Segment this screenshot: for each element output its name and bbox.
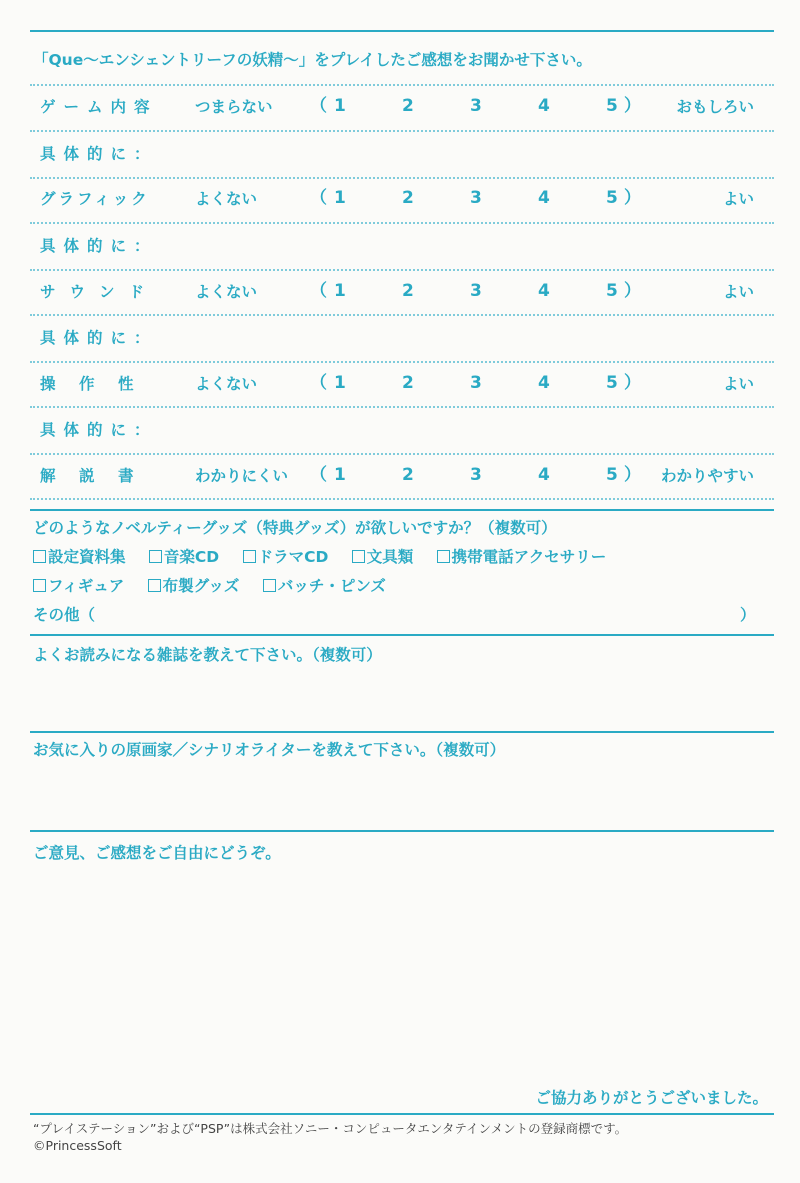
scale-2[interactable]: 2 — [402, 281, 414, 301]
rating-low: わかりにくい — [195, 467, 289, 485]
scale-open: （ — [310, 465, 327, 485]
scale-close: ） — [624, 188, 641, 208]
scale-5[interactable]: 5 — [606, 373, 618, 393]
rating-low: つまらない — [195, 98, 273, 116]
thanks-message: ご協力ありがとうございました。 — [535, 1089, 768, 1107]
specific-label: 具体的に： — [40, 329, 158, 347]
goods-option[interactable]: ドラマCD — [243, 547, 329, 567]
checkbox[interactable] — [33, 579, 46, 592]
goods-option[interactable]: バッチ・ピンズ — [263, 576, 386, 596]
other-label: その他（ — [33, 606, 96, 624]
rating-high: おもしろい — [676, 98, 754, 116]
goods-option[interactable]: 文具類 — [352, 547, 414, 567]
goods-question: どのようなノベルティーグッズ（特典グッズ）が欲しいですか？（複数可） — [33, 519, 557, 537]
scale-1[interactable]: 1 — [334, 188, 346, 208]
magazine-question: よくお読みになる雑誌を教えて下さい。（複数可） — [33, 646, 382, 664]
opinion-prompt: ご意見、ご感想をご自由にどうぞ。 — [33, 844, 281, 862]
divider — [30, 498, 774, 500]
scale-2[interactable]: 2 — [402, 465, 414, 485]
rating-low: よくない — [195, 375, 258, 393]
scale-close: ） — [624, 373, 641, 393]
artist-question: お気に入りの原画家／シナリオライターを教えて下さい。（複数可） — [33, 741, 506, 759]
rating-label: サウンド — [40, 283, 159, 301]
checkbox[interactable] — [437, 550, 450, 563]
specific-label: 具体的に： — [40, 237, 158, 255]
scale-close: ） — [624, 96, 641, 116]
goods-option[interactable]: 携帯電話アクセサリー — [437, 547, 607, 567]
goods-options-row2 — [33, 576, 404, 596]
section-rule — [30, 634, 774, 636]
scale-5[interactable]: 5 — [606, 188, 618, 208]
scale-1[interactable]: 1 — [334, 373, 346, 393]
section-rule — [30, 509, 774, 511]
scale-4[interactable]: 4 — [538, 281, 550, 301]
checkbox[interactable] — [33, 550, 46, 563]
scale-3[interactable]: 3 — [470, 373, 482, 393]
section-rule — [30, 731, 774, 733]
divider — [30, 177, 774, 179]
scale-4[interactable]: 4 — [538, 96, 550, 116]
scale-close: ） — [624, 465, 641, 485]
section-rule — [30, 830, 774, 832]
goods-options-row1 — [33, 547, 624, 567]
scale-open: （ — [310, 281, 327, 301]
divider — [30, 406, 774, 408]
other-close: ） — [740, 606, 756, 624]
rating-label: 解 説 書 — [40, 467, 138, 485]
scale-3[interactable]: 3 — [470, 281, 482, 301]
rating-label: 操 作 性 — [40, 375, 138, 393]
checkbox[interactable] — [148, 579, 161, 592]
scale-1[interactable]: 1 — [334, 96, 346, 116]
scale-open: （ — [310, 188, 327, 208]
scale-3[interactable]: 3 — [470, 465, 482, 485]
rating-high: よい — [722, 375, 754, 393]
top-rule — [30, 30, 774, 32]
other-input[interactable] — [120, 604, 730, 626]
goods-option[interactable]: 設定資料集 — [33, 547, 126, 567]
rating-label: グラフィック — [40, 190, 150, 208]
scale-4[interactable]: 4 — [538, 188, 550, 208]
scale-1[interactable]: 1 — [334, 465, 346, 485]
scale-2[interactable]: 2 — [402, 96, 414, 116]
scale-2[interactable]: 2 — [402, 373, 414, 393]
magazine-answer-area[interactable] — [33, 672, 768, 724]
checkbox[interactable] — [243, 550, 256, 563]
divider — [30, 453, 774, 455]
rating-low: よくない — [195, 190, 258, 208]
divider — [30, 84, 774, 86]
goods-option[interactable]: 布製グッズ — [148, 576, 240, 596]
scale-3[interactable]: 3 — [470, 188, 482, 208]
divider — [30, 314, 774, 316]
specific-label: 具体的に： — [40, 421, 158, 439]
scale-3[interactable]: 3 — [470, 96, 482, 116]
divider — [30, 361, 774, 363]
scale-1[interactable]: 1 — [334, 281, 346, 301]
opinion-answer-area[interactable] — [33, 870, 768, 1080]
scale-5[interactable]: 5 — [606, 96, 618, 116]
trademark-notice: “プレイステーション”および“PSP”は株式会社ソニー・コンピュータエンタテインメントの登録商標です。 — [33, 1121, 628, 1136]
rating-low: よくない — [195, 283, 258, 301]
rating-high: わかりやすい — [660, 467, 754, 485]
rating-high: よい — [722, 283, 754, 301]
divider — [30, 222, 774, 224]
artist-answer-area[interactable] — [33, 768, 768, 823]
copyright: ©PrincessSoft — [33, 1138, 122, 1153]
goods-option[interactable]: 音楽CD — [149, 547, 219, 567]
divider — [30, 269, 774, 271]
checkbox[interactable] — [149, 550, 162, 563]
scale-open: （ — [310, 96, 327, 116]
scale-open: （ — [310, 373, 327, 393]
rating-high: よい — [722, 190, 754, 208]
goods-option[interactable]: フィギュア — [33, 576, 124, 596]
scale-4[interactable]: 4 — [538, 373, 550, 393]
bottom-rule — [30, 1113, 774, 1115]
rating-label: ゲーム内容 — [40, 98, 158, 116]
checkbox[interactable] — [352, 550, 365, 563]
scale-5[interactable]: 5 — [606, 281, 618, 301]
scale-4[interactable]: 4 — [538, 465, 550, 485]
checkbox[interactable] — [263, 579, 276, 592]
scale-2[interactable]: 2 — [402, 188, 414, 208]
divider — [30, 130, 774, 132]
specific-label: 具体的に： — [40, 145, 158, 163]
scale-close: ） — [624, 281, 641, 301]
scale-5[interactable]: 5 — [606, 465, 618, 485]
title-question: 「Que〜エンシェントリーフの妖精〜」をプレイしたご感想をお聞かせ下さい。 — [33, 51, 592, 69]
